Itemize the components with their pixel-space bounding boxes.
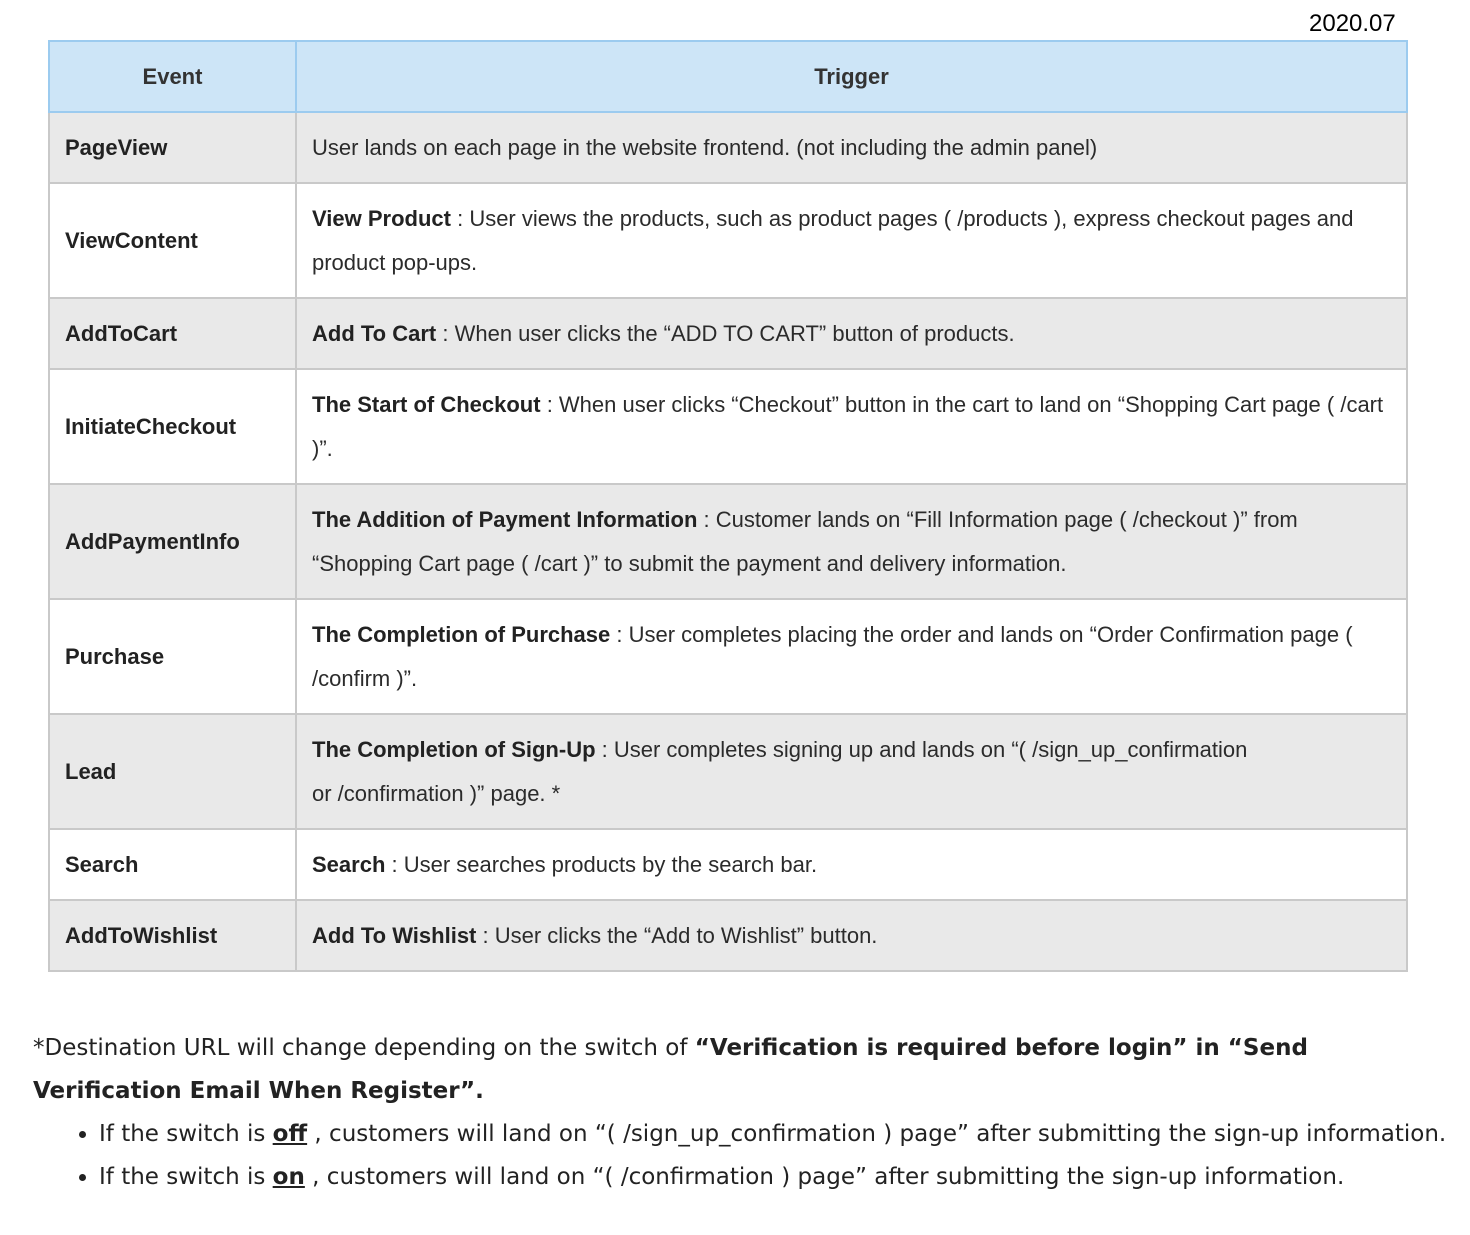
header-event: Event [49, 41, 296, 112]
footnote-list [33, 1113, 1453, 1199]
trigger-title: The Start of Checkout [312, 391, 541, 417]
trigger-description [296, 183, 1407, 298]
trigger-title: The Completion of Sign-Up [312, 736, 596, 762]
event-name: Search [49, 829, 296, 900]
trigger-title: Add To Cart [312, 320, 437, 346]
bullet-suffix: , customers will land on “( /sign_up_confirmation ) page” after submitting the sign-up information. [307, 1121, 1447, 1147]
trigger-description [296, 714, 1407, 829]
event-name: Purchase [49, 599, 296, 714]
trigger-text-continued: or /confirmation )” page. * [312, 780, 561, 806]
event-name: PageView [49, 112, 296, 183]
table-row [49, 183, 1407, 298]
trigger-text: User views the products, such as product pages ( /products ), express checkout pages and product pop-ups. [312, 205, 1354, 275]
table-row [49, 829, 1407, 900]
trigger-text: User completes signing up and lands on “( /sign_up_confirmation [613, 736, 1248, 762]
trigger-separator: : [697, 506, 716, 532]
footnote-intro-suffix: . [475, 1078, 484, 1104]
trigger-title: Search [312, 851, 386, 877]
trigger-separator: : [476, 922, 495, 948]
table-header-row [49, 41, 1407, 112]
event-name: InitiateCheckout [49, 369, 296, 484]
trigger-description [296, 484, 1407, 599]
switch-state: on [272, 1164, 305, 1190]
list-item [99, 1113, 1453, 1156]
table-row [49, 369, 1407, 484]
event-name: AddToCart [49, 298, 296, 369]
event-name: ViewContent [49, 183, 296, 298]
trigger-title: The Completion of Purchase [312, 621, 611, 647]
footnote-intro [33, 1027, 1453, 1113]
trigger-text: User clicks the “Add to Wishlist” button. [494, 922, 878, 948]
table-row [49, 298, 1407, 369]
trigger-description [296, 298, 1407, 369]
trigger-text: When user clicks the “ADD TO CART” button of products. [454, 320, 1015, 346]
event-name: Lead [49, 714, 296, 829]
table-row [49, 112, 1407, 183]
trigger-separator: : [540, 391, 559, 417]
list-item [99, 1156, 1453, 1199]
trigger-separator: : [385, 851, 404, 877]
bullet-suffix: , customers will land on “( /confirmation ) page” after submitting the sign-up information. [304, 1164, 1345, 1190]
event-name: AddPaymentInfo [49, 484, 296, 599]
trigger-text: User searches products by the search bar. [403, 851, 818, 877]
trigger-separator: : [610, 621, 629, 647]
trigger-text: When user clicks “Checkout” button in the cart to land on “Shopping Cart page ( /cart )”. [312, 391, 1384, 461]
footnote [33, 1027, 1453, 1199]
trigger-separator: : [595, 736, 614, 762]
trigger-title: The Addition of Payment Information [312, 506, 698, 532]
table-row [49, 484, 1407, 599]
header-trigger: Trigger [296, 41, 1407, 112]
trigger-title: Add To Wishlist [312, 922, 477, 948]
events-table [48, 40, 1408, 972]
version-label: 2020.07 [1309, 10, 1396, 37]
trigger-description [296, 112, 1407, 183]
table-row [49, 714, 1407, 829]
footnote-setting-name: “Verification is required before login” in “Send Verification Email When Register” [33, 1035, 1308, 1104]
trigger-separator: : [450, 205, 470, 231]
trigger-description [296, 829, 1407, 900]
trigger-separator: : [436, 320, 455, 346]
switch-state: off [272, 1121, 308, 1147]
bullet-prefix: If the switch is [99, 1121, 273, 1147]
trigger-description [296, 369, 1407, 484]
trigger-text: Customer lands on “Fill Information page ( /checkout )” from “Shopping Cart page ( /cart )” to submit the payment and delivery information. [312, 506, 1298, 576]
event-name: AddToWishlist [49, 900, 296, 971]
table-row [49, 900, 1407, 971]
bullet-prefix: If the switch is [99, 1164, 273, 1190]
trigger-title: View Product [312, 205, 451, 231]
table-row [49, 599, 1407, 714]
footnote-intro-prefix: *Destination URL will change depending on the switch of [33, 1035, 695, 1061]
trigger-description [296, 599, 1407, 714]
trigger-text: User lands on each page in the website frontend. (not including the admin panel) [312, 134, 1098, 160]
trigger-description [296, 900, 1407, 971]
trigger-text: User completes placing the order and lands on “Order Confirmation page ( /confirm )”. [312, 621, 1353, 691]
